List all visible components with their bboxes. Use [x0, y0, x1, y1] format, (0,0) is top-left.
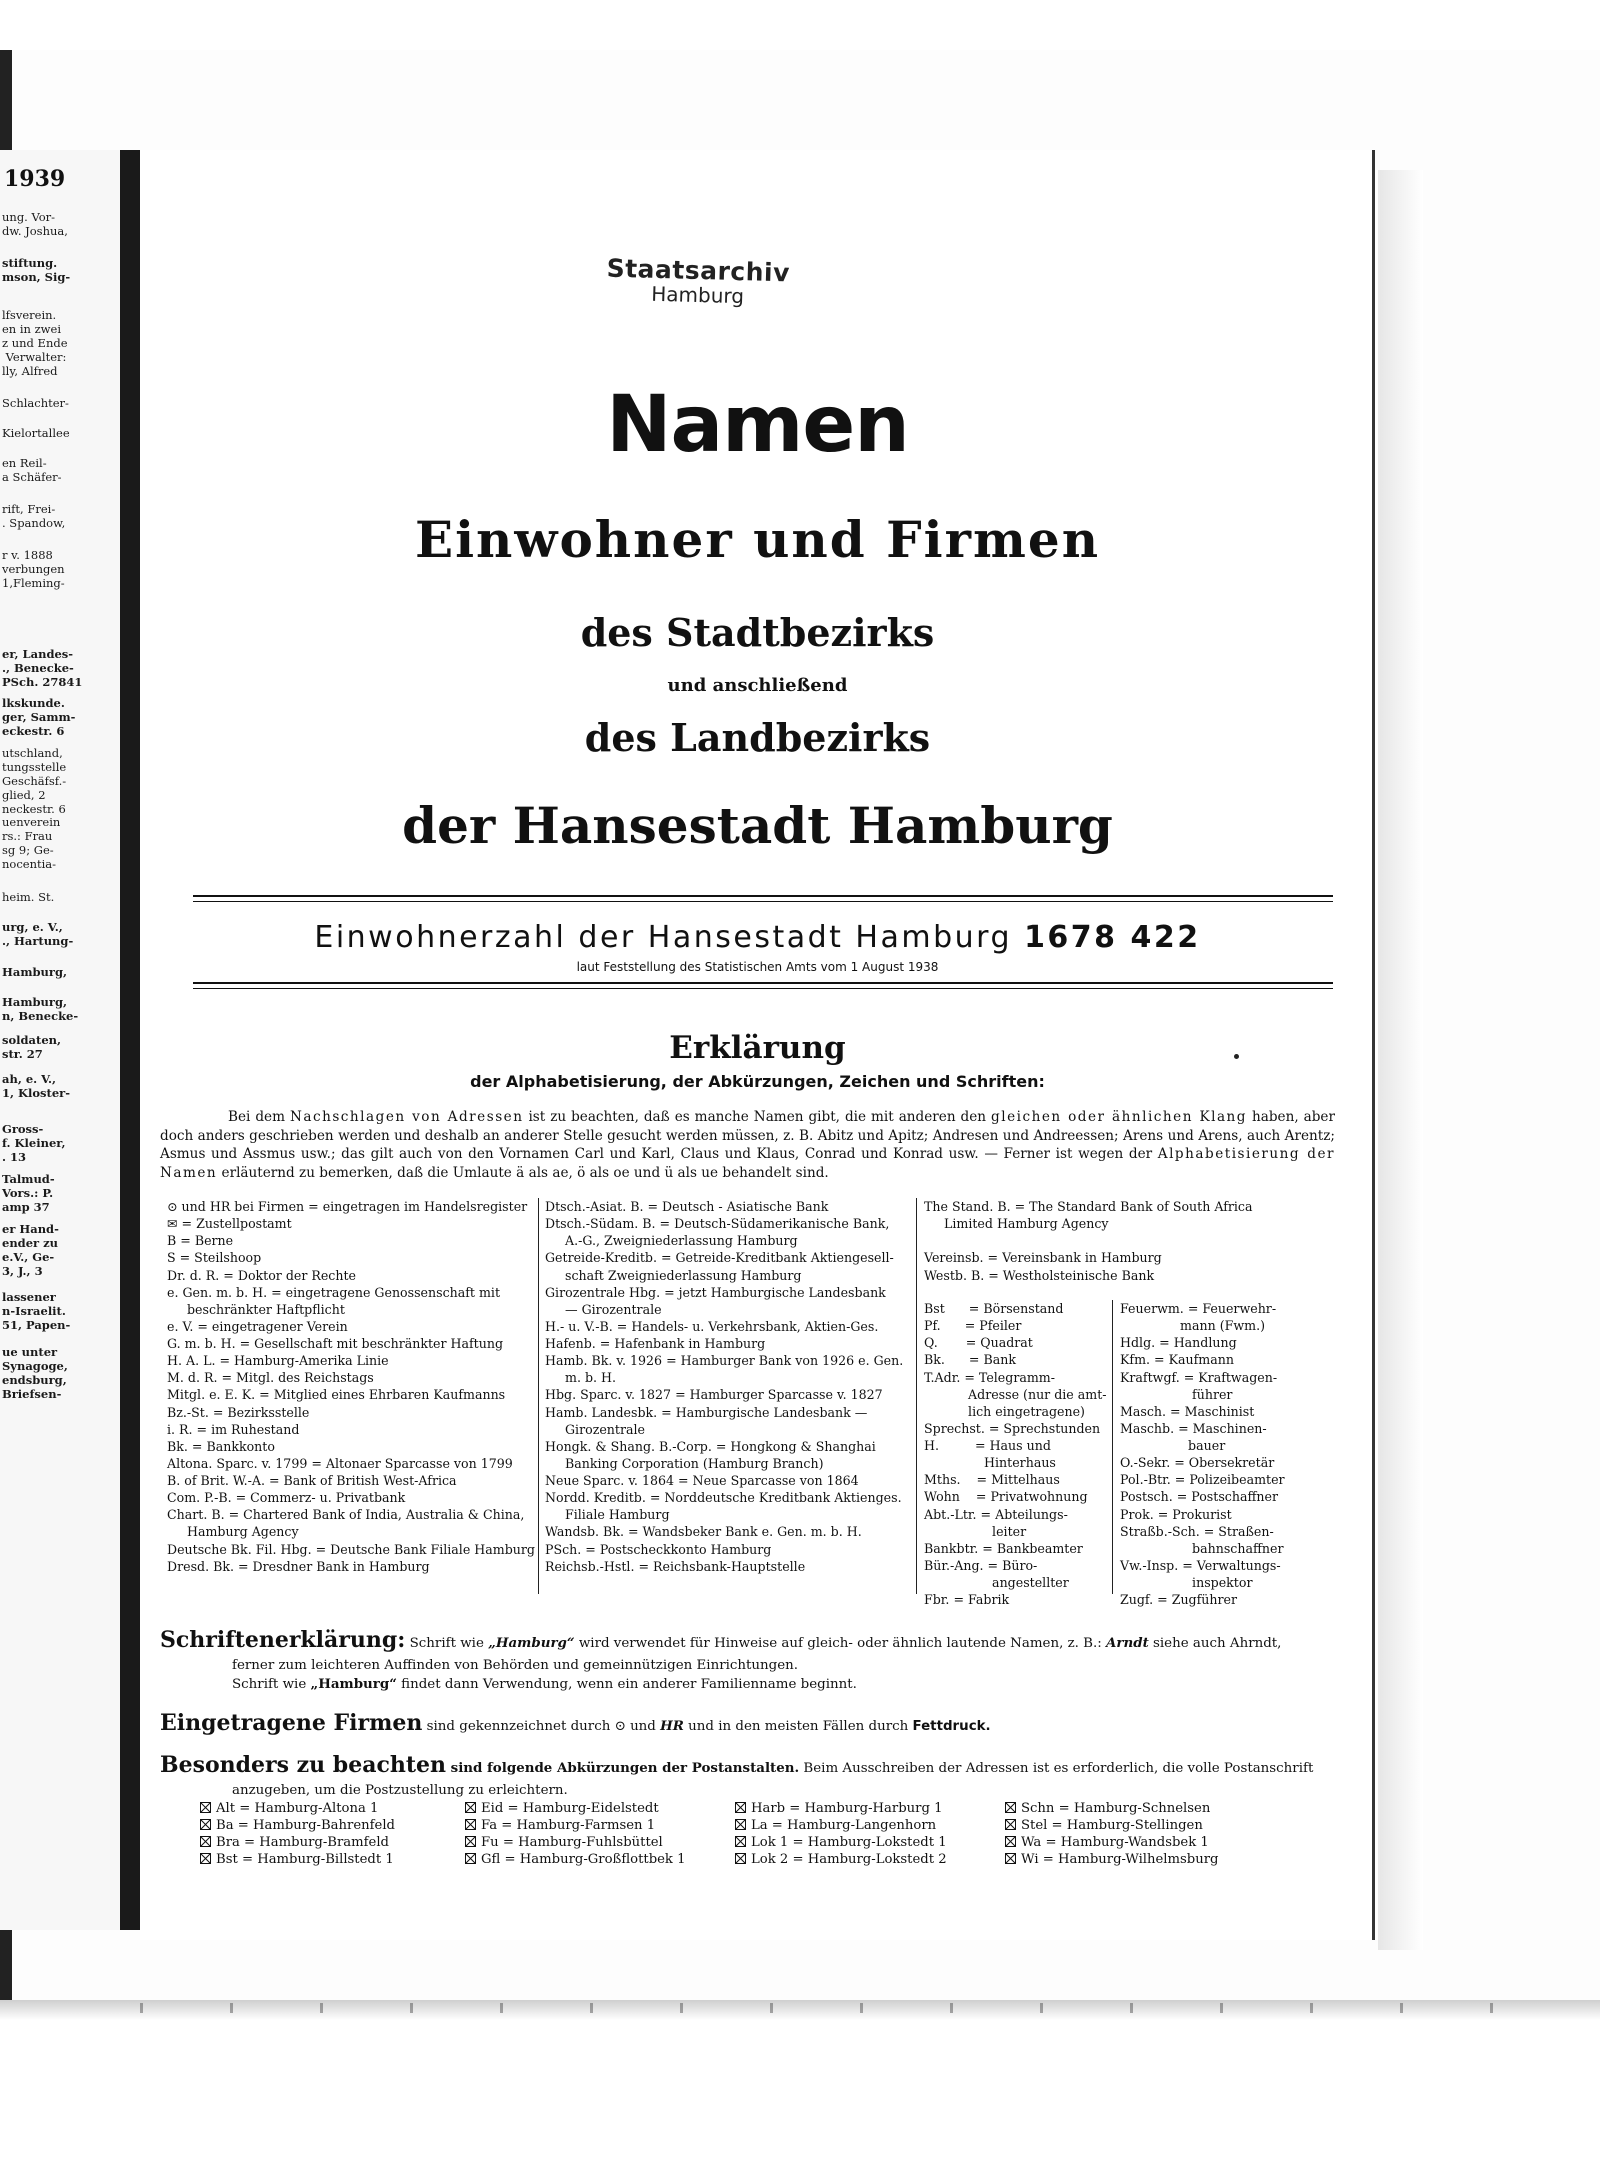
abbreviation-entry: B. of Brit. W.-A. = Bank of British West-Africa: [167, 1473, 457, 1488]
left-fragment: en Reil- a Schäfer-: [2, 456, 62, 485]
abbreviation-entry: The Stand. B. = The Standard Bank of South Africa: [924, 1199, 1253, 1214]
postal-box-icon: [200, 1853, 211, 1864]
abbreviation-entry: Bk. = Bankkonto: [167, 1438, 275, 1454]
abbreviation-entry: e. V. = eingetragener Verein: [167, 1318, 348, 1334]
abbreviation-entry: m. b. H.: [565, 1370, 617, 1386]
abbreviation-entry: Hbg. Sparc. v. 1827 = Hamburger Sparcasse v. 1827: [545, 1387, 883, 1403]
abbreviation-entry: G. m. b. H. = Gesellschaft mit beschränkter Haftung: [167, 1336, 504, 1351]
left-fragment: Talmud- Vors.: P. amp 37: [2, 1172, 55, 1215]
abbreviation-entry: Postsch. = Postschaffner: [1120, 1489, 1278, 1505]
left-fragment: ung. Vor- dw. Joshua,: [2, 210, 68, 239]
left-fragment: ue unter Synagoge, endsburg, Briefsen-: [2, 1345, 68, 1402]
left-fragment: Hamburg,: [2, 965, 67, 979]
abbreviation-entry: Fbr. = Fabrik: [924, 1592, 1010, 1608]
abbreviation-entry: Vereinsb. = Vereinsbank in Hamburg: [924, 1250, 1162, 1266]
abbreviation-entry: Filiale Hamburg: [565, 1507, 670, 1523]
post-office-entry: Alt = Hamburg-Altona 1: [200, 1800, 395, 1817]
post-column: [465, 1800, 686, 1869]
scan-bottom-marks: [140, 2003, 1540, 2013]
post-office-entry: Wa = Hamburg-Wandsbek 1: [1005, 1834, 1218, 1851]
abbr-column-banks-2: [924, 1198, 1334, 1284]
post-column: [1005, 1800, 1218, 1869]
postal-box-icon: [200, 1836, 211, 1847]
firmen-heading: Eingetragene Firmen: [160, 1710, 423, 1736]
postal-box-icon: [1005, 1853, 1016, 1864]
post-office-entry: Stel = Hamburg-Stellingen: [1005, 1817, 1218, 1834]
abbreviation-entry: Girozentrale Hbg. = jetzt Hamburgische Landesbank: [545, 1284, 886, 1300]
left-fragment: lkskunde. ger, Samm- eckestr. 6: [2, 696, 76, 739]
abbreviation-entry: Limited Hamburg Agency: [944, 1216, 1109, 1232]
left-fragment: Kielortallee: [2, 426, 70, 440]
abbreviation-entry: Deutsche Bk. Fil. Hbg. = Deutsche Bank Filiale Hamburg: [167, 1541, 535, 1557]
abbreviation-entry: [924, 1232, 1334, 1249]
abbreviation-entry: schaft Zweigniederlassung Hamburg: [565, 1267, 802, 1283]
abbreviation-entry: PSch. = Postscheckkonto Hamburg: [545, 1541, 772, 1557]
postal-box-icon: [1005, 1802, 1016, 1813]
abbreviation-entry: inspektor: [1120, 1575, 1253, 1590]
title-page: [140, 150, 1375, 1940]
left-fragment: lassener n-Israelit. 51, Papen-: [2, 1290, 71, 1333]
abbreviation-entry: A.-G., Zweigniederlassung Hamburg: [565, 1233, 798, 1249]
post-office-entry: Schn = Hamburg-Schnelsen: [1005, 1800, 1218, 1817]
abbreviation-entry: Dr. d. R. = Doktor der Rechte: [167, 1267, 356, 1283]
postal-box-icon: [735, 1836, 746, 1847]
column-divider: [538, 1198, 539, 1594]
abbreviation-entry: Mitgl. e. E. K. = Mitglied eines Ehrbaren Kaufmanns: [167, 1387, 506, 1403]
abbreviation-entry: Westb. B. = Westholsteinische Bank: [924, 1267, 1155, 1283]
abbreviation-entry: Feuerwm. = Feuerwehr-: [1120, 1301, 1277, 1316]
abbreviation-entry: M. d. R. = Mitgl. des Reichstags: [167, 1370, 374, 1386]
abbreviation-entry: Girozentrale: [565, 1421, 645, 1437]
abbreviation-entry: lich eingetragene): [924, 1403, 1085, 1419]
divider: [193, 988, 1333, 989]
schriften-heading: Schriftenerklärung:: [160, 1627, 406, 1653]
abbreviation-entry: angestellter: [924, 1575, 1069, 1590]
title-hansestadt: der Hansestadt Hamburg: [402, 796, 1113, 855]
post-office-entry: Bra = Hamburg-Bramfeld: [200, 1834, 395, 1851]
post-office-entry: Lok 1 = Hamburg-Lokstedt 1: [735, 1834, 947, 1851]
erklaerung-heading: Erklärung: [669, 1030, 846, 1066]
abbreviation-entry: Altona. Sparc. v. 1799 = Altonaer Sparcasse von 1799: [167, 1455, 513, 1471]
abbreviation-entry: Pf. = Pfeiler: [924, 1318, 1022, 1334]
left-fragment: Gross- f. Kleiner, . 13: [2, 1122, 66, 1165]
abbreviation-entry: Sprechst. = Sprechstunden: [924, 1420, 1101, 1436]
post-office-entry: Bst = Hamburg-Billstedt 1: [200, 1851, 395, 1868]
postal-box-icon: [735, 1853, 746, 1864]
abbreviation-entry: Adresse (nur die amt-: [924, 1386, 1107, 1402]
abbreviation-entry: Dtsch.-Asiat. B. = Deutsch - Asiatische Bank: [545, 1199, 829, 1214]
left-fragment: uenverein rs.: Frau sg 9; Ge- nocentia-: [2, 815, 61, 872]
abbreviation-entry: bauer: [1120, 1438, 1226, 1453]
abbreviation-entry: O.-Sekr. = Obersekretär: [1120, 1455, 1275, 1471]
left-fragment: stiftung. mson, Sig-: [2, 256, 71, 285]
abbreviation-entry: Maschb. = Maschinen-: [1120, 1420, 1267, 1436]
column-divider: [1112, 1300, 1113, 1594]
ink-speck: [1234, 1054, 1239, 1059]
abbreviation-entry: Dtsch.-Südam. B. = Deutsch-Südamerikanische Bank,: [545, 1216, 890, 1232]
post-office-entry: Fa = Hamburg-Farmsen 1: [465, 1817, 686, 1834]
archive-stamp: [597, 253, 798, 309]
abbreviation-entry: Mths. = Mittelhaus: [924, 1472, 1060, 1488]
abbreviation-entry: ⊙ und HR bei Firmen = eingetragen im Handelsregister: [167, 1199, 528, 1214]
abbreviation-entry: Hamb. Bk. v. 1926 = Hamburger Bank von 1926 e. Gen.: [545, 1353, 904, 1369]
title-namen: Namen: [606, 380, 909, 470]
abbreviation-entry: Prok. = Prokurist: [1120, 1506, 1232, 1522]
left-fragment: Hamburg, n, Benecke-: [2, 995, 79, 1024]
abbreviation-entry: Zugf. = Zugführer: [1120, 1592, 1237, 1608]
postal-box-icon: [200, 1802, 211, 1813]
abbreviation-entry: Getreide-Kreditb. = Getreide-Kreditbank Aktiengesell-: [545, 1250, 894, 1266]
stamp-line1: Staatsarchiv: [606, 253, 791, 288]
divider: [193, 982, 1333, 984]
post-office-entry: Fu = Hamburg-Fuhlsbüttel: [465, 1834, 686, 1851]
abbreviation-entry: führer: [1120, 1386, 1233, 1402]
left-fragment: r v. 1888 verbungen 1,Fleming-: [2, 548, 65, 591]
abbreviation-entry: T.Adr. = Telegramm-: [924, 1369, 1055, 1385]
abbreviation-entry: Reichsb.-Hstl. = Reichsbank-Hauptstelle: [545, 1558, 806, 1574]
post-office-entry: Harb = Hamburg-Harburg 1: [735, 1800, 947, 1817]
title-stadtbezirk: des Stadtbezirks: [580, 610, 935, 655]
abbreviation-entry: Straßb.-Sch. = Straßen-: [1120, 1523, 1274, 1539]
abbreviation-entry: Vw.-Insp. = Verwaltungs-: [1120, 1557, 1281, 1573]
divider: [193, 895, 1333, 897]
firmen-section: Eingetragene Firmen sind gekennzeichnet durch ⊙ und HR und in den meisten Fällen durch Fettdruck.: [160, 1710, 991, 1736]
postal-box-icon: [465, 1819, 476, 1830]
abbreviation-entry: Hongk. & Shang. B.-Corp. = Hongkong & Shanghai: [545, 1438, 876, 1454]
post-office-entry: Ba = Hamburg-Bahrenfeld: [200, 1817, 395, 1834]
post-office-entry: La = Hamburg-Langenhorn: [735, 1817, 947, 1834]
abbreviation-entry: H.- u. V.-B. = Handels- u. Verkehrsbank, Aktien-Ges.: [545, 1318, 879, 1334]
left-fragment: heim. St.: [2, 890, 55, 904]
abbreviation-entry: Bankbtr. = Bankbeamter: [924, 1540, 1083, 1556]
abbreviation-entry: bahnschaffner: [1120, 1540, 1284, 1556]
post-column: [735, 1800, 947, 1869]
abbreviation-entry: Hinterhaus: [924, 1455, 1056, 1471]
abbreviation-entry: H. = Haus und: [924, 1438, 1051, 1453]
adjacent-left-page: [0, 150, 125, 1930]
left-page-year: 1939: [4, 166, 66, 192]
postal-box-icon: [200, 1819, 211, 1830]
abbreviation-entry: beschränkter Haftpflicht: [187, 1301, 345, 1317]
abbreviation-entry: Hdlg. = Handlung: [1120, 1335, 1237, 1351]
abbreviation-entry: Q. = Quadrat: [924, 1335, 1033, 1351]
left-fragment: ah, e. V., 1, Kloster-: [2, 1072, 70, 1101]
left-fragment: soldaten, str. 27: [2, 1033, 61, 1062]
column-divider: [916, 1198, 917, 1594]
abbreviation-entry: S = Steilshoop: [167, 1250, 262, 1266]
postal-box-icon: [735, 1802, 746, 1813]
postal-box-icon: [1005, 1819, 1016, 1830]
left-fragment: Schlachter-: [2, 396, 69, 410]
abbreviation-entry: e. Gen. m. b. H. = eingetragene Genossenschaft mit: [167, 1284, 501, 1300]
abbreviation-entry: Kfm. = Kaufmann: [1120, 1352, 1234, 1368]
abbreviation-entry: Wohn = Privatwohnung: [924, 1489, 1088, 1505]
schriften-section: Schriftenerklärung: Schrift wie „Hamburg“ wird verwendet für Hinweise auf gleich- oder ähnlich lautende Namen, z. B.: Arndt siehe auch Ahrndt, ferner zum leichteren Auffinden von Behörden und gemeinnützigen Einrichtungen. Schrift wie „Hamburg“ findet dann Verwendung, wenn ein anderer Familienname beginnt.: [160, 1627, 1282, 1693]
abbreviation-entry: Kraftwgf. = Kraftwagen-: [1120, 1369, 1278, 1385]
abbreviation-entry: Hamb. Landesbk. = Hamburgische Landesbank —: [545, 1404, 868, 1420]
abbreviation-entry: Bst = Börsenstand: [924, 1301, 1064, 1316]
post-office-entry: Eid = Hamburg-Eidelstedt: [465, 1800, 686, 1817]
abbreviation-entry: Bk. = Bank: [924, 1352, 1016, 1368]
postal-box-icon: [1005, 1836, 1016, 1847]
post-office-entry: Lok 2 = Hamburg-Lokstedt 2: [735, 1851, 947, 1868]
abbreviation-entry: Nordd. Kreditb. = Norddeutsche Kreditbank Aktienges.: [545, 1490, 902, 1506]
abbreviation-entry: mann (Fwm.): [1120, 1318, 1266, 1334]
abbreviation-entry: ✉ = Zustellpostamt: [167, 1216, 292, 1232]
abbreviation-entry: i. R. = im Ruhestand: [167, 1421, 300, 1437]
abbreviation-entry: H. A. L. = Hamburg-Amerika Linie: [167, 1353, 389, 1369]
intro-paragraph: Bei dem Nachschlagen von Adressen ist zu beachten, daß es manche Namen gibt, die mit anderen den gleichen oder ähnlichen Klang haben, aber doch anders geschrieben werden und deshalb an anderer Stelle gesucht werden müssen, z. B. Abitz und Apitz; Andresen und Andreessen; Arens und Arens, auch Arentz; Asmus und Assmus usw.; das gilt auch von den Vornamen Carl und Karl, Claus und Klaus, Conrad und Konrad usw. — Ferner ist wegen der Alphabetisierung der Namen erläuternd zu bemerken, daß die Umlaute ä als ae, ö als oe und ü als ue behandelt sind.: [160, 1109, 1335, 1181]
abbr-column-general: [167, 1198, 567, 1575]
title-einwohner: Einwohner und Firmen: [414, 510, 1101, 569]
abbreviation-entry: B = Berne: [167, 1233, 234, 1249]
population-value: 1678 422: [1024, 920, 1201, 955]
population-note: laut Feststellung des Statistischen Amts vom 1 August 1938: [576, 960, 939, 974]
post-column: [200, 1800, 395, 1869]
abbreviation-entry: Chart. B. = Chartered Bank of India, Australia & China,: [167, 1507, 525, 1523]
title-und: und anschließend: [667, 675, 848, 696]
abbreviation-entry: leiter: [924, 1523, 1027, 1539]
left-fragment: rift, Frei- . Spandow,: [2, 502, 66, 531]
abbreviation-entry: Bür.-Ang. = Büro-: [924, 1557, 1038, 1573]
abbreviation-entry: Neue Sparc. v. 1864 = Neue Sparcasse von 1864: [545, 1473, 859, 1488]
page-shadow: [1378, 170, 1423, 1950]
left-fragment: urg, e. V., ., Hartung-: [2, 920, 74, 949]
abbreviation-entry: Banking Corporation (Hamburg Branch): [565, 1455, 824, 1471]
divider: [193, 901, 1333, 902]
post-heading: Besonders zu beachten: [160, 1752, 446, 1778]
abbreviation-entry: Com. P.-B. = Commerz- u. Privatbank: [167, 1490, 406, 1506]
erklaerung-subheading: der Alphabetisierung, der Abkürzungen, Zeichen und Schriften:: [470, 1072, 1045, 1091]
post-office-entry: Wi = Hamburg-Wilhelmsburg: [1005, 1851, 1218, 1868]
abbr-column-misc: [924, 1300, 1124, 1608]
abbreviation-entry: Abt.-Ltr. = Abteilungs-: [924, 1506, 1068, 1522]
postal-box-icon: [465, 1853, 476, 1864]
book-spine: [120, 150, 140, 1930]
left-fragment: er, Landes- ., Benecke- PSch. 27841: [2, 647, 83, 690]
left-fragment: er Hand- ender zu e.V., Ge- 3, J., 3: [2, 1222, 59, 1279]
abbr-column-professions: [1120, 1300, 1335, 1608]
abbreviation-entry: Pol.-Btr. = Polizeibeamter: [1120, 1472, 1285, 1488]
abbreviation-entry: Hamburg Agency: [187, 1524, 299, 1540]
abbreviation-entry: Wandsb. Bk. = Wandsbeker Bank e. Gen. m. b. H.: [545, 1524, 862, 1540]
abbreviation-entry: — Girozentrale: [565, 1301, 662, 1317]
left-fragment: lfsverein. en in zwei z und Ende Verwalter: lly, Alfred: [2, 308, 68, 379]
population-label: Einwohnerzahl der Hansestadt Hamburg: [314, 920, 1013, 955]
abbr-column-banks: [545, 1198, 925, 1575]
postal-box-icon: [735, 1819, 746, 1830]
title-landbezirk: des Landbezirks: [584, 715, 931, 760]
postal-box-icon: [465, 1802, 476, 1813]
abbreviation-entry: Hafenb. = Hafenbank in Hamburg: [545, 1336, 766, 1351]
stamp-line2: Hamburg: [650, 281, 745, 309]
abbreviation-entry: Dresd. Bk. = Dresdner Bank in Hamburg: [167, 1558, 430, 1574]
left-fragment: utschland, tungsstelle Geschäfsf.- glied, 2 neckestr. 6: [2, 746, 67, 817]
postal-box-icon: [465, 1836, 476, 1847]
abbreviation-entry: Masch. = Maschinist: [1120, 1403, 1255, 1419]
post-section: Besonders zu beachten sind folgende Abkürzungen der Postanstalten. Beim Ausschreiben der Adressen ist es erforderlich, die volle Postanschrift anzugeben, um die Postzustellung zu erleichtern.: [160, 1752, 1314, 1799]
abbreviation-entry: Bz.-St. = Bezirksstelle: [167, 1404, 310, 1420]
population-line: [140, 920, 1375, 955]
post-office-entry: Gfl = Hamburg-Großflottbek 1: [465, 1851, 686, 1868]
